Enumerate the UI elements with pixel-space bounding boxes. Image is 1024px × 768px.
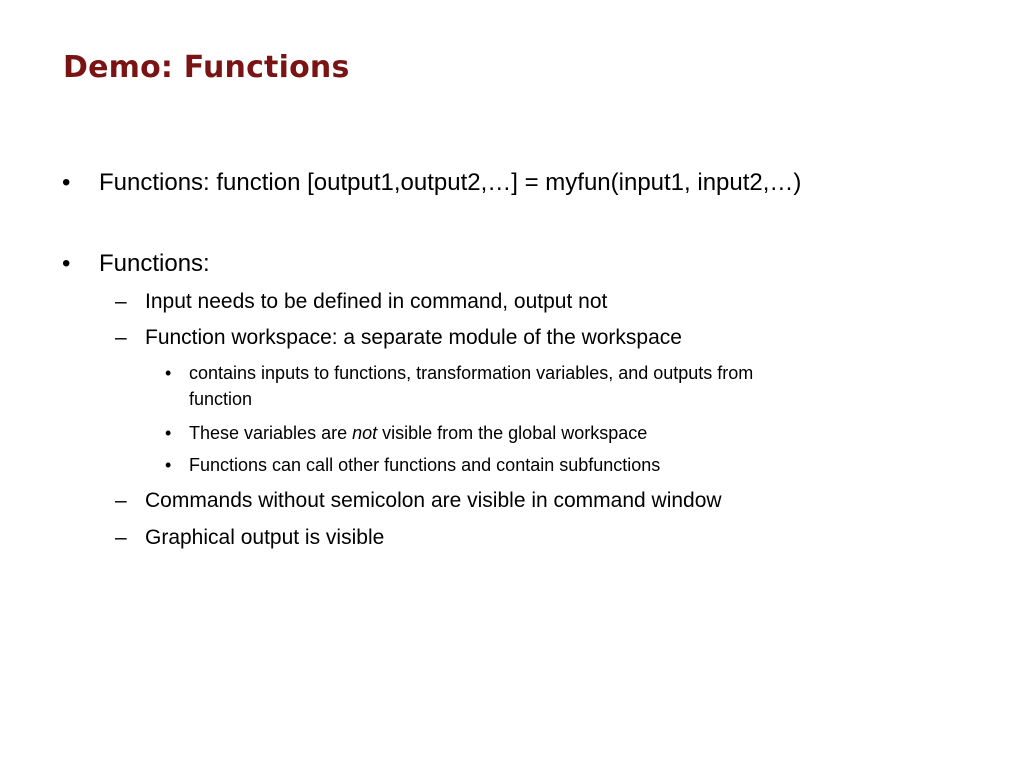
dash-marker: – (115, 489, 127, 512)
text-after: visible from the global workspace (377, 423, 648, 443)
subbullet-text: Commands without semicolon are visible in command window (145, 489, 722, 512)
subsubbullet-text (189, 423, 647, 444)
dash-marker: – (115, 290, 127, 313)
bullet-marker: • (62, 169, 71, 196)
bullet-text: Functions: (99, 250, 210, 277)
subbullet-text: Function workspace: a separate module of the workspace (145, 326, 682, 349)
subsubbullet-text-line2: function (189, 389, 253, 409)
subbullet-text: Input needs to be defined in command, output not (145, 290, 608, 313)
bullet-text: Functions: function [output1,output2,…] = myfun(input1, input2,…) (99, 169, 802, 196)
slide-title: Demo: Functions (63, 50, 350, 85)
bullet-marker: • (62, 250, 71, 277)
subsubbullet-text-line1: contains inputs to functions, transformation variables, and outputs from (189, 363, 754, 383)
dash-marker: – (115, 326, 127, 349)
bullet-marker: • (165, 423, 172, 443)
bullet-marker: • (165, 455, 172, 475)
dash-marker: – (115, 526, 127, 549)
emphasis-not: not (352, 423, 378, 443)
bullet-marker: • (165, 363, 172, 383)
subbullet-text: Graphical output is visible (145, 526, 385, 549)
text-before: These variables are (189, 423, 353, 443)
subsubbullet-text: Functions can call other functions and contain subfunctions (189, 455, 661, 475)
